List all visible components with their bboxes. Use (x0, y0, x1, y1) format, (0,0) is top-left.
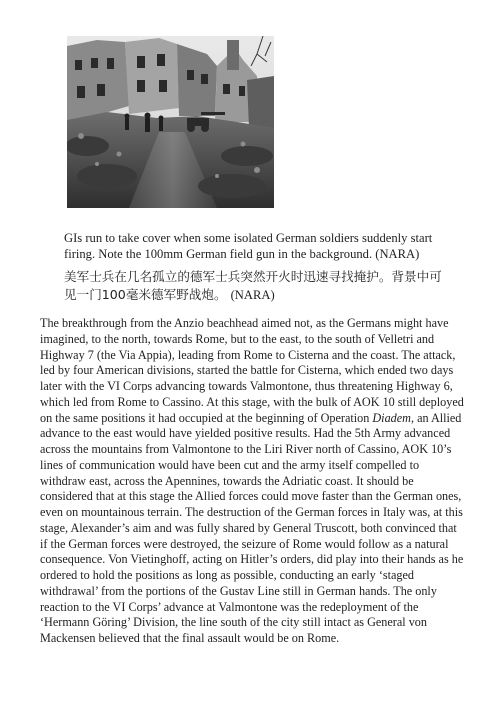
photo-caption-chinese (64, 268, 444, 304)
body-text-part-1: The breakthrough from the Anzio beachhead aimed not, as the Germans might have imagined, to the north, towards Rome, but to the east, to the south of Velletri and Highway 7 (the Via Appia), leading from Rome to Cisterna and the coast. The attack, led by four American divisions, started the battle for Cisterna, which ended two days later with the VI Corps advancing towards Valmontone, thus threatening Highway 6, which led from Rome to Cassino. At this stage, with the bulk of AOK 10 still deployed on the same positions it had occupied at the beginning of Operation (40, 316, 464, 425)
body-paragraph (40, 316, 464, 647)
photo-caption-english: GIs run to take cover when some isolated German soldiers suddenly start firing. Note the 100mm German field gun in the background. (NARA) (64, 231, 433, 261)
body-text-part-2: , an Allied advance to the east would have yielded positive results. Had the 5th Army advanced across the mountains from Valmontone to the Liri River north of Cassino, AOK 10’s lines of communication would have been cut and the army itself compelled to withdraw east, across the Apennines, towards the Adriatic coast. It should be considered that at this stage the Allied forces could move faster than the German ones, even on mountainous terrain. The destruction of the German forces in Italy was, at this stage, Alexander’s aim and was fully shared by General Truscott, both convinced that if the German forces were destroyed, the seizure of Rome would follow as a natural consequence. Von Vietinghoff, acting on Hitler’s orders, did play into their hands as he ordered to hold the positions as long as possible, conducting an early ‘staged withdrawal’ from the portions of the Gustav Line still in German hands. The only reaction to the VI Corps’ advance at Valmontone was the redeployment of the ‘Hermann Göring’ Division, the line south of the city still intact as General von Mackensen believed that the final assault would be on Rome. (40, 410, 464, 645)
photo-caption-chinese-text: 美军士兵在几名孤立的德军士兵突然开火时迅速寻找掩护。背景中可见一门100毫米德军野战炮。 (64, 269, 442, 302)
photo-caption-chinese-source: (NARA) (230, 288, 275, 302)
war-photo-illustration (67, 36, 274, 208)
war-photo (67, 36, 274, 208)
operation-name: Diadem (372, 410, 411, 425)
